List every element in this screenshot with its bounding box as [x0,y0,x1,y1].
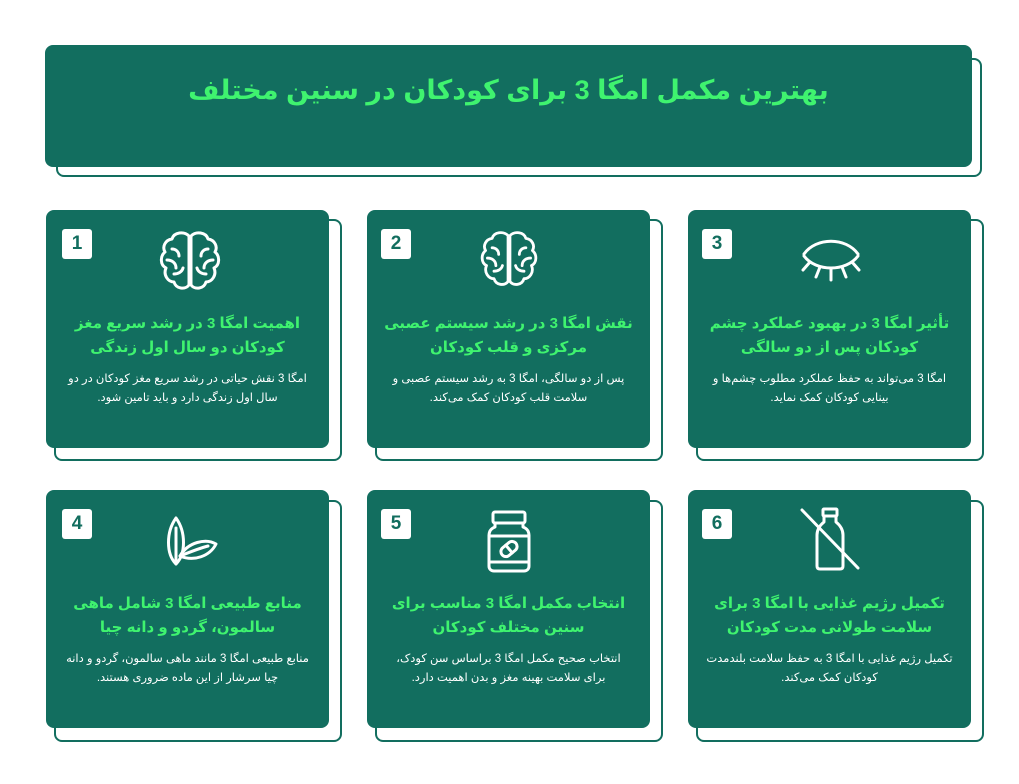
brain-icon [158,228,222,294]
card-number-badge: 3 [702,229,732,259]
card-6 [688,490,971,728]
no-bottle-icon [798,506,862,572]
brain-icon [479,228,539,290]
card-number-badge: 2 [381,229,411,259]
header-banner [45,45,972,167]
card-1 [46,210,329,448]
leaf-icon [160,514,220,570]
card-2 [367,210,650,448]
card-title: تأثیر امگا 3 در بهبود عملکرد چشم کودکان پس از دو سالگی [709,315,950,356]
card-title: نقش امگا 3 در رشد سیستم عصبی مرکزی و قلب کودکان [384,315,633,356]
card-description: انتخاب صحیح مکمل امگا 3 براساس سن کودک، برای سلامت بهینه مغز و بدن اهمیت دارد. [396,653,621,684]
page-title: بهترین مکمل امگا 3 برای کودکان در سنین مختلف [188,75,829,105]
card-4 [46,490,329,728]
card-title: انتخاب مکمل امگا 3 مناسب برای سنین مختلف کودکان [391,595,626,636]
card-3 [688,210,971,448]
card-5 [367,490,650,728]
supplement-bottle-icon [485,508,533,574]
closed-eye-icon [798,234,864,284]
card-description: امگا 3 می‌تواند به حفظ عملکرد مطلوب چشم‌ها و بینایی کودکان کمک نماید. [712,373,947,404]
card-title: تکمیل رژیم غذایی با امگا 3 برای سلامت طولانی مدت کودکان [714,595,945,636]
card-description: پس از دو سالگی، امگا 3 به رشد سیستم عصبی و سلامت قلب کودکان کمک می‌کند. [392,373,625,404]
card-number-badge: 5 [381,509,411,539]
card-title: منابع طبیعی امگا 3 شامل ماهی سالمون، گردو و دانه چیا [73,595,302,636]
card-number-badge: 4 [62,509,92,539]
card-description: تکمیل رژیم غذایی با امگا 3 به حفظ سلامت بلندمدت کودکان کمک می‌کند. [706,653,953,684]
card-number-badge: 1 [62,229,92,259]
card-title: اهمیت امگا 3 در رشد سریع مغز کودکان دو سال اول زندگی [74,315,301,356]
card-number-badge: 6 [702,509,732,539]
card-description: منابع طبیعی امگا 3 مانند ماهی سالمون، گردو و دانه چیا سرشار از این ماده ضروری هستند. [66,653,309,684]
card-description: امگا 3 نقش حیاتی در رشد سریع مغز کودکان در دو سال اول زندگی دارد و باید تامین شود. [68,373,307,404]
